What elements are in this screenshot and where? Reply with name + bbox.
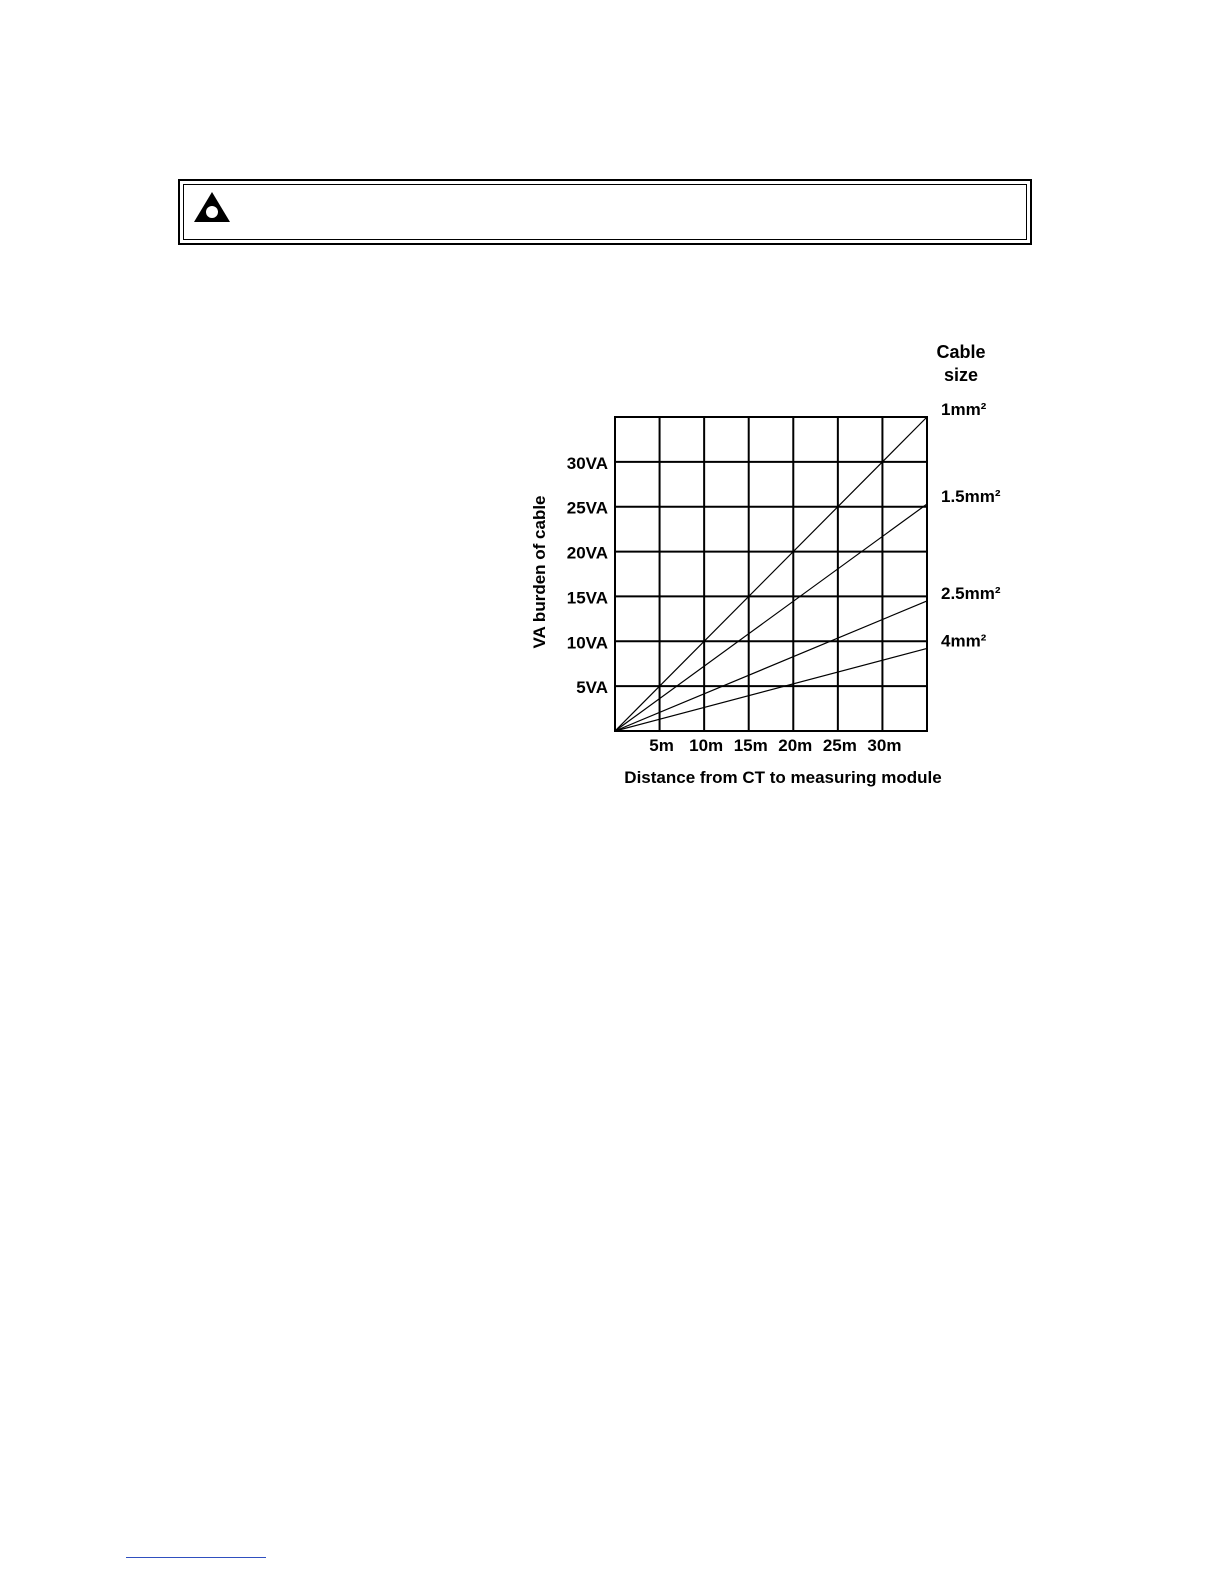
x-axis-label: Distance from CT to measuring module — [624, 768, 942, 787]
y-tick-label: 30VA — [566, 453, 608, 473]
series-lines — [615, 417, 927, 731]
warning-box — [178, 179, 1032, 245]
legend-title-line2: size — [943, 365, 979, 385]
series-label-2: 2.5mm² — [941, 583, 1001, 603]
x-tick-label: 20m — [778, 736, 813, 755]
y-tick-label: 10VA — [566, 633, 608, 653]
x-tick-label: 15m — [733, 736, 768, 755]
series-label-1: 1.5mm² — [941, 487, 1001, 507]
x-tick-label: 30m — [867, 736, 902, 755]
y-tick-label: 5VA — [576, 678, 608, 698]
x-tick-label: 25m — [822, 736, 857, 755]
x-tick-label: 10m — [689, 736, 724, 755]
warning-inner-border — [183, 184, 1027, 240]
y-tick-label: 20VA — [566, 543, 608, 563]
y-axis-label: VA burden of cable — [530, 495, 549, 649]
x-tick-label: 5m — [649, 736, 674, 755]
series-line-2 — [615, 601, 927, 731]
series-label-0: 1mm² — [941, 400, 987, 419]
y-tick-label: 25VA — [566, 498, 608, 518]
series-labels — [941, 400, 1001, 650]
series-line-1 — [615, 504, 927, 731]
legend-title-line1: Cable — [936, 342, 986, 362]
series-line-3 — [615, 648, 927, 731]
series-line-0 — [615, 417, 927, 731]
y-tick-label: 15VA — [566, 588, 608, 608]
cable-burden-chart — [520, 335, 1040, 805]
footnote-rule — [126, 1557, 266, 1558]
chart-svg — [520, 335, 1040, 805]
warning-triangle-icon — [192, 190, 232, 224]
series-label-3: 4mm² — [941, 631, 987, 651]
tick-labels — [567, 454, 902, 755]
